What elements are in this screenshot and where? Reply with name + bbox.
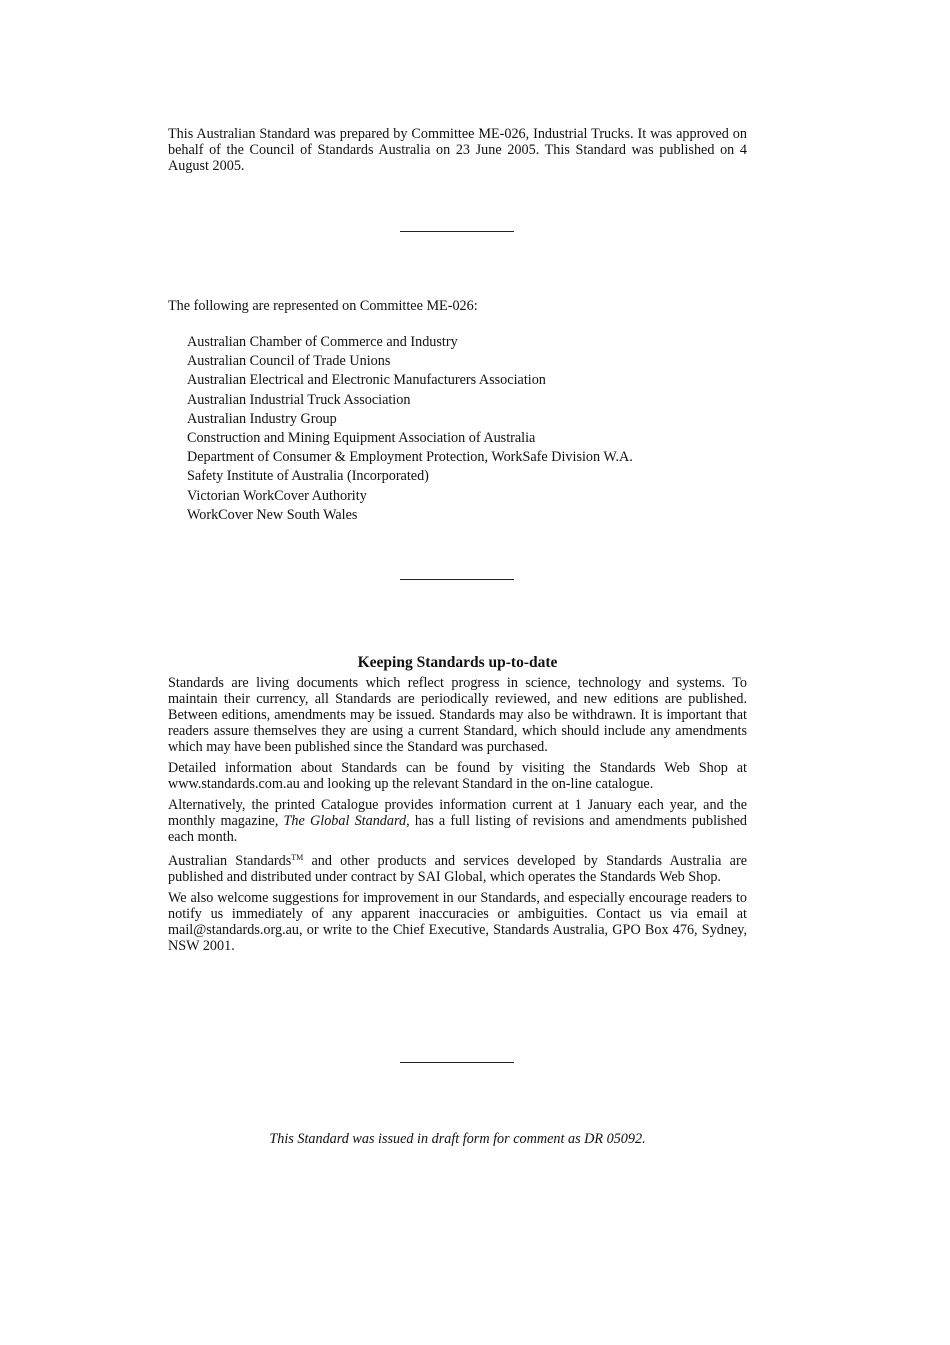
section-divider [400,231,514,232]
committee-intro: The following are represented on Committee ME-026: [168,298,478,314]
committee-member-list [187,333,633,525]
committee-member: Australian Industrial Truck Association [187,391,411,408]
paragraph-catalogue: Alternatively, the printed Catalogue provides information current at 1 January each year, and the monthly magazine, The Global Standard, has a full listing of revisions and amendments published each month. [168,797,747,845]
committee-member: Victorian WorkCover Authority [187,487,367,504]
trademark-mark: TM [291,853,304,862]
draft-note: This Standard was issued in draft form for comment as DR 05092. [269,1131,646,1147]
paragraph-suggestions: We also welcome suggestions for improvement in our Standards, and especially encourage readers to notify us immediately of any apparent inaccuracies or ambiguities. Contact us via email at mail@standards.org.au, or write to the Chief Executive, Standards Australia, GPO Box 476, Sydney, NSW 2001. [168,890,747,954]
paragraph-sai-global: Australian Standards™ and other products and services developed by Standards Australia are published and distributed under contract by SAI Global, which operates the Standards Web Shop. [168,853,747,885]
committee-member: Department of Consumer & Employment Protection, WorkSafe Division W.A. [187,449,633,466]
section-divider [400,579,514,580]
committee-member: Australian Industry Group [187,410,337,427]
committee-member: Construction and Mining Equipment Association of Australia [187,430,536,447]
committee-member: Australian Chamber of Commerce and Industry [187,334,458,350]
committee-member: Australian Electrical and Electronic Manufacturers Association [187,372,546,389]
section-divider [400,1062,514,1063]
paragraph-web-shop: Detailed information about Standards can be found by visiting the Standards Web Shop at www.standards.com.au and looking up the relevant Standard in the on-line catalogue. [168,760,747,792]
committee-member: WorkCover New South Wales [187,506,358,523]
paragraph-living-documents: Standards are living documents which reflect progress in science, technology and systems. To maintain their currency, all Standards are periodically reviewed, and new editions are published. Between editions, amendments may be issued. Standards may also be withdrawn. It is important that readers assure themselves they are using a current Standard, which should include any amendments which may have been published since the Standard was purchased. [168,675,747,755]
preparation-note: This Australian Standard was prepared by Committee ME-026, Industrial Trucks. It was approved on behalf of the Council of Standards Australia on 23 June 2005. This Standard was published on 4 August 2005. [168,126,747,174]
committee-member: Safety Institute of Australia (Incorporated) [187,468,429,485]
committee-member: Australian Council of Trade Unions [187,353,391,370]
keeping-standards-section [168,654,747,959]
section-heading: Keeping Standards up-to-date [357,654,558,671]
magazine-title: The Global Standard [283,813,407,829]
